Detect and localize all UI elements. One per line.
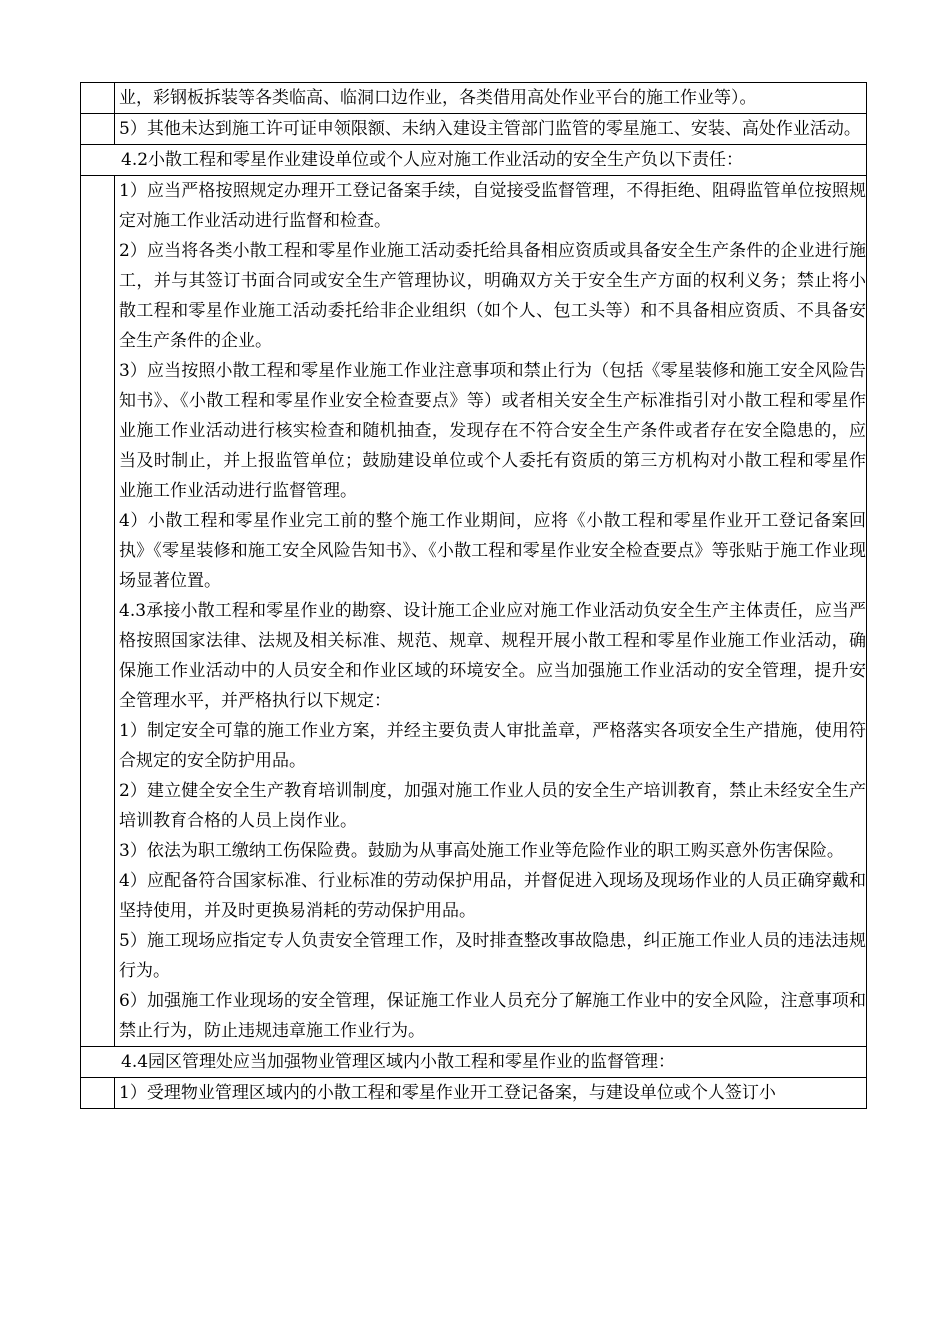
table-row xyxy=(80,114,867,145)
paragraph: 业，彩钢板拆装等各类临高、临洞口边作业，各类借用高处作业平台的施工作业等）。 xyxy=(119,88,757,108)
paragraph: 1）制定安全可靠的施工作业方案，并经主要负责人审批盖章，严格落实各项安全生产措施，使用符合规定的安全防护用品。 xyxy=(119,721,866,771)
section-heading-row xyxy=(80,145,867,176)
paragraph: 1）受理物业管理区域内的小散工程和零星作业开工登记备案，与建设单位或个人签订小 xyxy=(119,1083,776,1103)
paragraph: 5）施工现场应指定专人负责安全管理工作，及时排查整改事故隐患，纠正施工作业人员的违法违规行为。 xyxy=(119,931,866,981)
table-row xyxy=(80,83,867,114)
content-table xyxy=(80,82,867,1109)
section-heading-row xyxy=(80,1047,867,1078)
section-heading: 4.4园区管理处应当加强物业管理区域内小散工程和零星作业的监督管理： xyxy=(121,1052,676,1072)
paragraph: 4）小散工程和零星作业完工前的整个施工作业期间，应将《小散工程和零星作业开工登记备案回执》《零星装修和施工安全风险告知书》、《小散工程和零星作业安全检查要点》等张贴于施工作业现场显著位置。 xyxy=(119,511,866,591)
paragraph: 1）应当严格按照规定办理开工登记备案手续，自觉接受监督管理，不得拒绝、阻碍监管单位按照规定对施工作业活动进行监督和检查。 xyxy=(119,181,866,231)
table-row xyxy=(80,176,867,1047)
paragraph: 4.3承接小散工程和零星作业的勘察、设计施工企业应对施工作业活动负安全生产主体责任，应当严格按照国家法律、法规及相关标准、规范、规章、规程开展小散工程和零星作业施工作业活动，确保施工作业活动中的人员安全和作业区域的环境安全。应当加强施工作业活动的安全管理，提升安全管理水平，并严格执行以下规定： xyxy=(119,601,866,711)
paragraph: 6）加强施工作业现场的安全管理，保证施工作业人员充分了解施工作业中的安全风险，注意事项和禁止行为，防止违规违章施工作业行为。 xyxy=(119,991,866,1041)
section-heading: 4.2小散工程和零星作业建设单位或个人应对施工作业活动的安全生产负以下责任： xyxy=(121,150,744,170)
paragraph: 3）依法为职工缴纳工伤保险费。鼓励为从事高处施工作业等危险作业的职工购买意外伤害保险。 xyxy=(119,841,844,861)
paragraph: 2）建立健全安全生产教育培训制度，加强对施工作业人员的安全生产培训教育，禁止未经安全生产培训教育合格的人员上岗作业。 xyxy=(119,781,866,831)
paragraph: 5）其他未达到施工许可证申领限额、未纳入建设主管部门监管的零星施工、安装、高处作业活动。 xyxy=(119,119,861,139)
paragraph: 4）应配备符合国家标准、行业标准的劳动保护用品，并督促进入现场及现场作业的人员正确穿戴和坚持使用，并及时更换易消耗的劳动保护用品。 xyxy=(119,871,866,921)
paragraph: 3）应当按照小散工程和零星作业施工作业注意事项和禁止行为（包括《零星装修和施工安全风险告知书》、《小散工程和零星作业安全检查要点》等）或者相关安全生产标准指引对小散工程和零星作业施工作业活动进行核实检查和随机抽查，发现存在不符合安全生产条件或者存在安全隐患的，应当及时制止，并上报监管单位；鼓励建设单位或个人委托有资质的第三方机构对小散工程和零星作业施工作业活动进行监督管理。 xyxy=(119,361,866,501)
paragraph: 2）应当将各类小散工程和零星作业施工活动委托给具备相应资质或具备安全生产条件的企业进行施工，并与其签订书面合同或安全生产管理协议，明确双方关于安全生产方面的权利义务；禁止将小散工程和零星作业施工活动委托给非企业组织（如个人、包工头等）和不具备相应资质、不具备安全生产条件的企业。 xyxy=(119,241,866,351)
table-row xyxy=(80,1078,867,1109)
